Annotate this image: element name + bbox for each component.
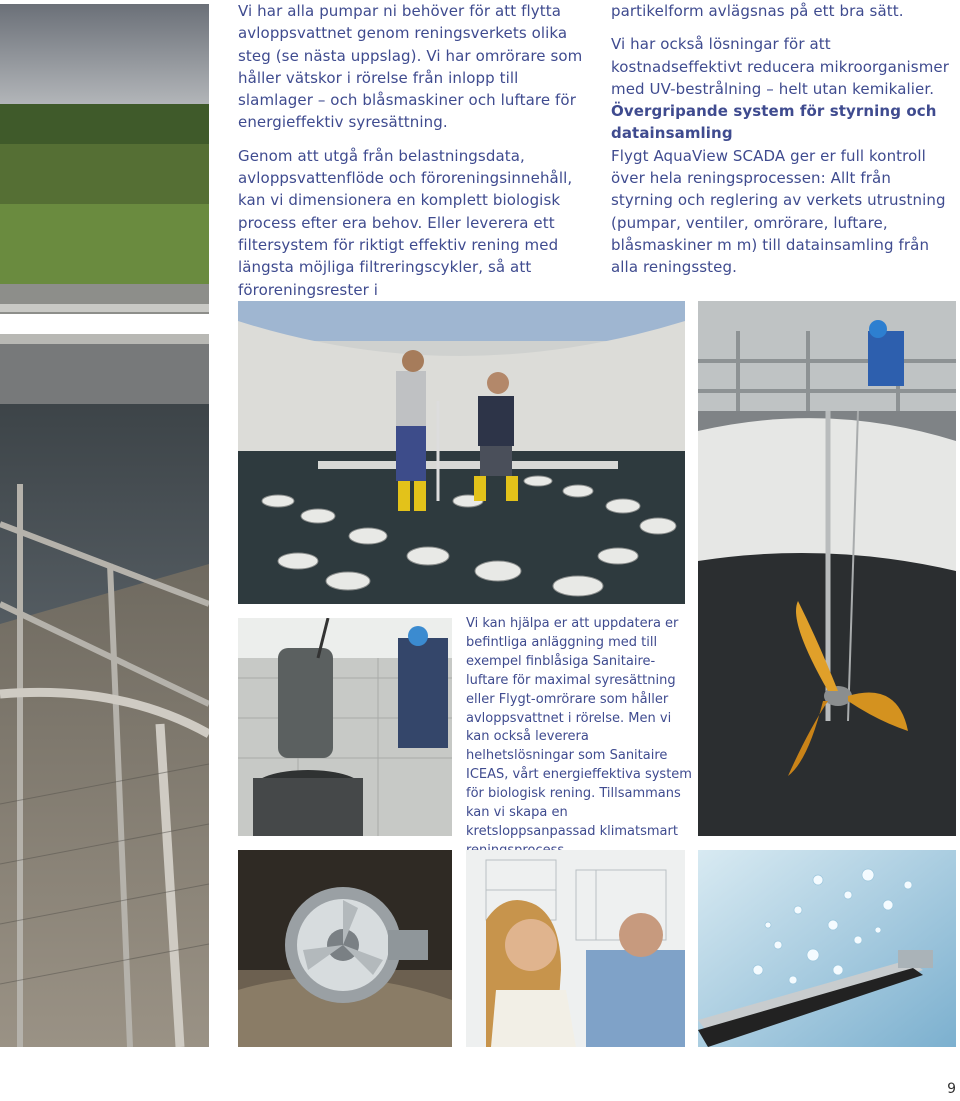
right-paragraph-3: Flygt AquaView SCADA ger er full kontroll över hela reningsprocessen: Allt från styrning och reglering av verkets utrustning (pumpar, ventiler, omrörare, luftare, blåsmaskiner m m) till datainsamling från alla reningssteg. (611, 146, 946, 277)
photo-caption: Vi kan hjälpa er att uppdatera er befintliga anläggning med till exempel finblåsiga Sanitaire-luftare för maximal syresättning eller Flygt-omrörare som håller avloppsvattnet i rörelse. Men vi kan också leverera helhetslösningar som Sanitaire ICEAS, vårt energieffektiva system för biologisk rening. Tillsammans kan vi skapa en kretsloppsanpassad klimatsmart (466, 616, 692, 839)
right-paragraph-1: partikelform avlägsnas på ett bra sätt. (611, 2, 904, 20)
engineer-plans-photo (466, 850, 685, 1047)
page-number: 9 (947, 1081, 956, 1097)
mixer-tank-photo (698, 301, 956, 836)
workers-diffusers-photo (238, 301, 685, 604)
right-paragraph-2: Vi har också lösningar för att kostnadseffektivt reducera mikroorganismer med UV-bestrålning – helt utan kemikalier. (611, 35, 950, 98)
right-text-column (611, 0, 951, 279)
pump-installation-photo (238, 618, 452, 836)
section-heading: Övergripande system för styrning och datainsamling (611, 102, 937, 143)
left-text-column (238, 0, 588, 301)
diffuser-bubbles-photo (698, 850, 956, 1047)
left-paragraph-2: Genom att utgå från belastningsdata, avloppsvattenflöde och föroreningsinnehåll, kan vi dimensionera en komplett biologisk process efter era behov. Eller leverera ett filtersystem för riktigt effektiv rening med längsta möjliga filtreringscykler, så att föroreningsrester i (238, 146, 573, 299)
treatment-plant-photo (0, 4, 209, 1047)
left-paragraph-1: Vi har alla pumpar ni behöver för att flytta avloppsvattnet genom reningsverkets olika steg (se nästa uppslag). Vi har omrörare som håller vätskor i rörelse från inlopp till slamlager – och blåsmaskiner och luftare för energieffektiv syresättning. (238, 2, 583, 132)
submersible-mixer-photo (238, 850, 452, 1047)
